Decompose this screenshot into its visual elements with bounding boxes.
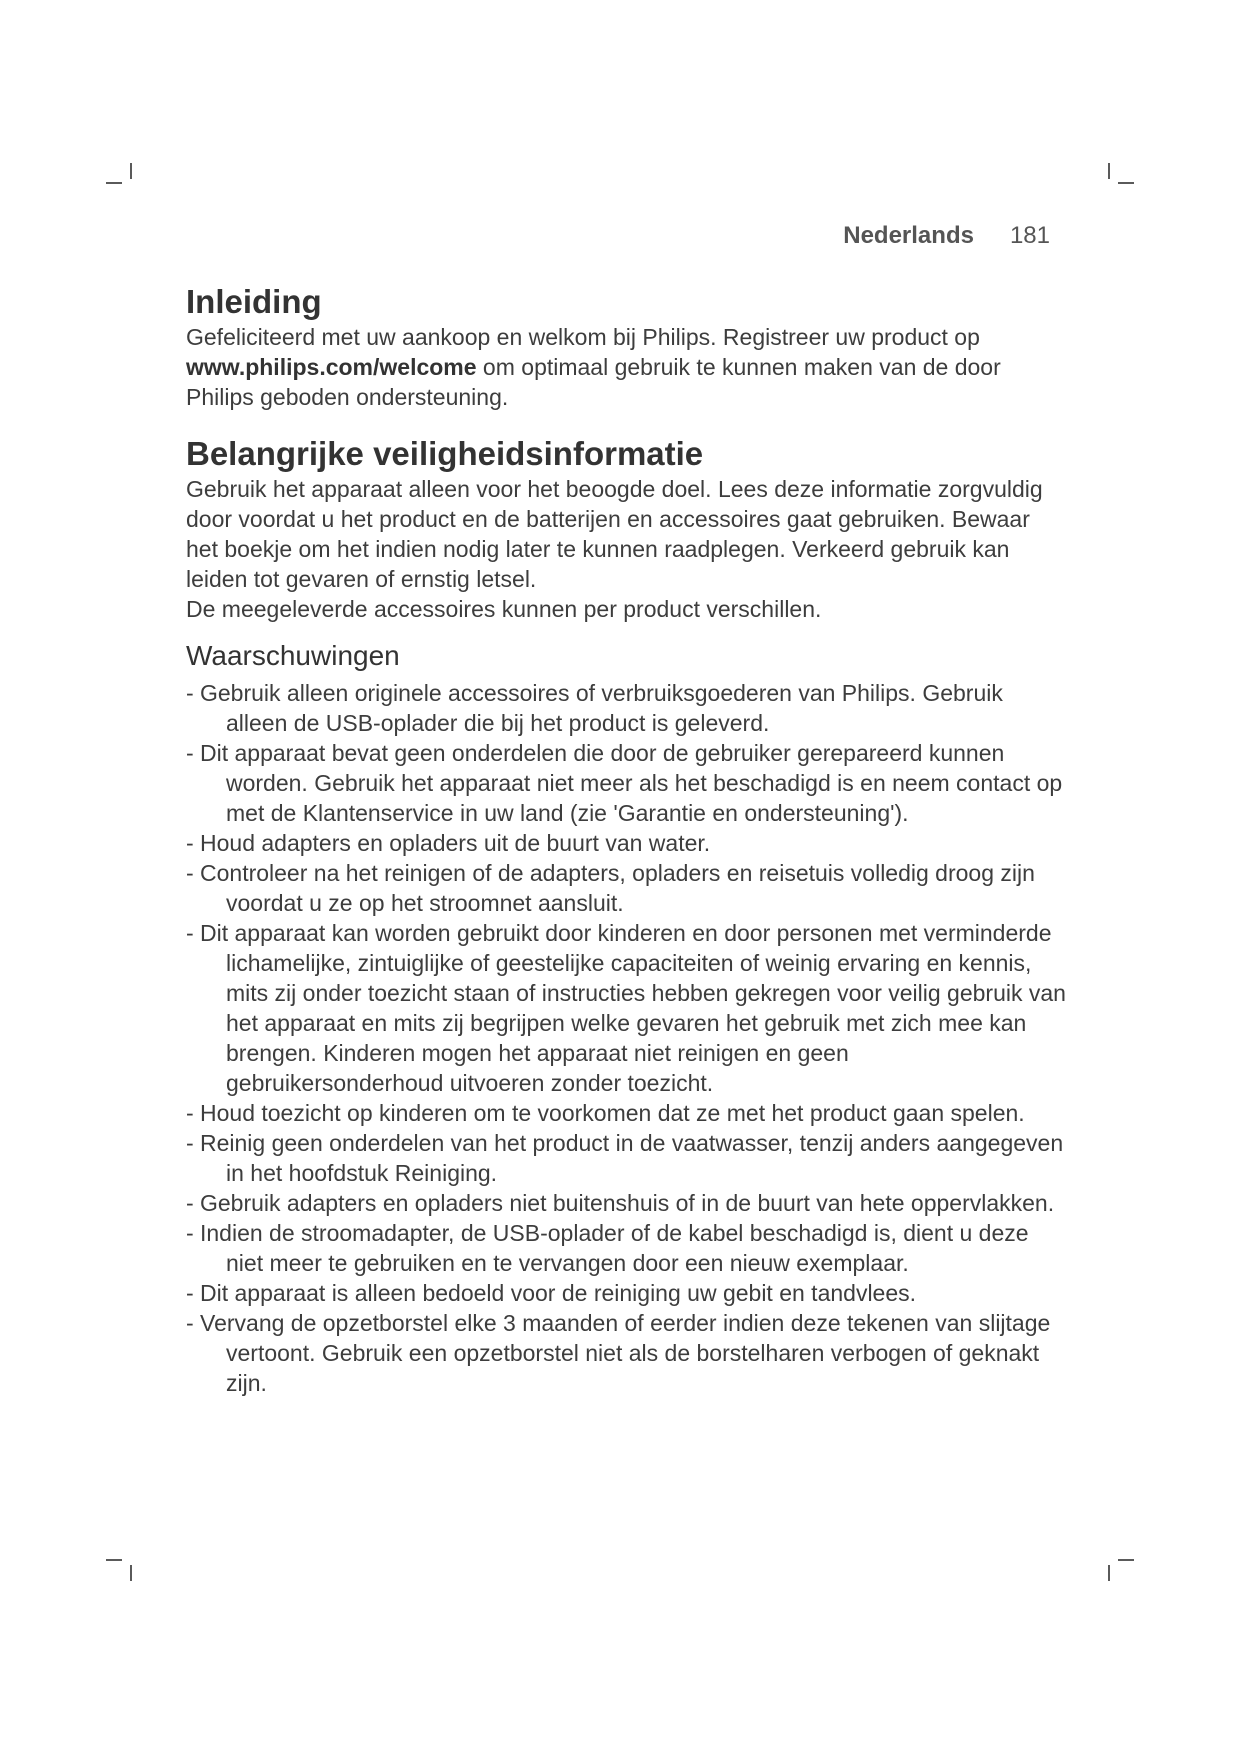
intro-heading: Inleiding <box>186 283 322 320</box>
crop-mark-bottom-left-h <box>106 1559 122 1561</box>
philips-welcome-link[interactable]: www.philips.com/welcome <box>186 354 477 380</box>
crop-mark-top-right-h <box>1118 182 1134 184</box>
warning-item: - Reinig geen onderdelen van het product in de vaatwasser, tenzij anders aangegeven in het hoofdstuk Reiniging. <box>186 1130 1064 1186</box>
crop-mark-top-left-v <box>130 163 132 179</box>
warning-item: - Gebruik alleen originele accessoires of verbruiksgoederen van Philips. Gebruik alleen de USB-oplader die bij het product is geleverd. <box>186 680 1003 736</box>
safety-paragraph-accessories: De meegeleverde accessoires kunnen per product verschillen. <box>186 596 822 622</box>
warning-item: - Dit apparaat kan worden gebruikt door kinderen en door personen met verminderde lichamelijke, zintuiglijke of geestelijke capaciteiten of weinig ervaring en kennis, mits zij onder toezicht staan of instructies hebben gekregen voor veilig gebruik van het apparaat en mits zij begrijpen welke gevaren het gebruik met zich mee kan brengen. Kinderen mogen het apparaat niet reinigen en geen gebruikersonderhoud uitvoeren zonder toezicht. <box>186 920 1066 1096</box>
running-header <box>780 222 1050 250</box>
warning-item: - Controleer na het reinigen of de adapters, opladers en reisetuis volledig droog zijn voordat u ze op het stroomnet aansluit. <box>186 860 1035 916</box>
warning-item: - Gebruik adapters en opladers niet buitenshuis of in de buurt van hete oppervlakken. <box>186 1190 1055 1216</box>
warning-item: - Dit apparaat bevat geen onderdelen die door de gebruiker gerepareerd kunnen worden. Gebruik het apparaat niet meer als het beschadigd is en neem contact op met de Klantenservice in uw land (zie 'Garantie en ondersteuning'). <box>186 740 1063 826</box>
intro-paragraph <box>186 322 1066 412</box>
crop-mark-bottom-left-v <box>130 1565 132 1581</box>
intro-text-end: om optimaal gebruik te kunnen maken van de door Philips geboden ondersteuning. <box>186 354 1001 410</box>
page-number: 181 <box>1009 222 1050 249</box>
warnings-heading: Waarschuwingen <box>186 640 400 671</box>
safety-paragraph: Gebruik het apparaat alleen voor het beoogde doel. Lees deze informatie zorgvuldig door voordat u het product en de batterijen en accessoires gaat gebruiken. Bewaar het boekje om het indien nodig later te kunnen raadplegen. Verkeerd gebruik kan leiden tot gevaren of ernstig letsel. <box>186 476 1043 592</box>
warnings-list <box>186 678 1066 1398</box>
crop-mark-bottom-right-v <box>1108 1565 1110 1581</box>
intro-text-start: Gefeliciteerd met uw aankoop en welkom bij Philips. Registreer uw product op <box>186 324 980 350</box>
warning-item: - Dit apparaat is alleen bedoeld voor de reiniging uw gebit en tandvlees. <box>186 1280 917 1306</box>
crop-mark-top-left-h <box>106 182 122 184</box>
header-language: Nederlands <box>843 222 974 249</box>
page-content <box>186 282 1066 1398</box>
crop-mark-bottom-right-h <box>1118 1559 1134 1561</box>
warning-item: - Houd adapters en opladers uit de buurt van water. <box>186 830 711 856</box>
warning-item: - Vervang de opzetborstel elke 3 maanden of eerder indien deze tekenen van slijtage vertoont. Gebruik een opzetborstel niet als de borstelharen verbogen of geknakt zijn. <box>186 1310 1051 1396</box>
warning-item: - Indien de stroomadapter, de USB-oplader of de kabel beschadigd is, dient u deze niet meer te gebruiken en te vervangen door een nieuw exemplaar. <box>186 1220 1029 1276</box>
crop-mark-top-right-v <box>1108 163 1110 179</box>
warning-item: - Houd toezicht op kinderen om te voorkomen dat ze met het product gaan spelen. <box>186 1100 1025 1126</box>
safety-heading: Belangrijke veiligheidsinformatie <box>186 435 704 472</box>
